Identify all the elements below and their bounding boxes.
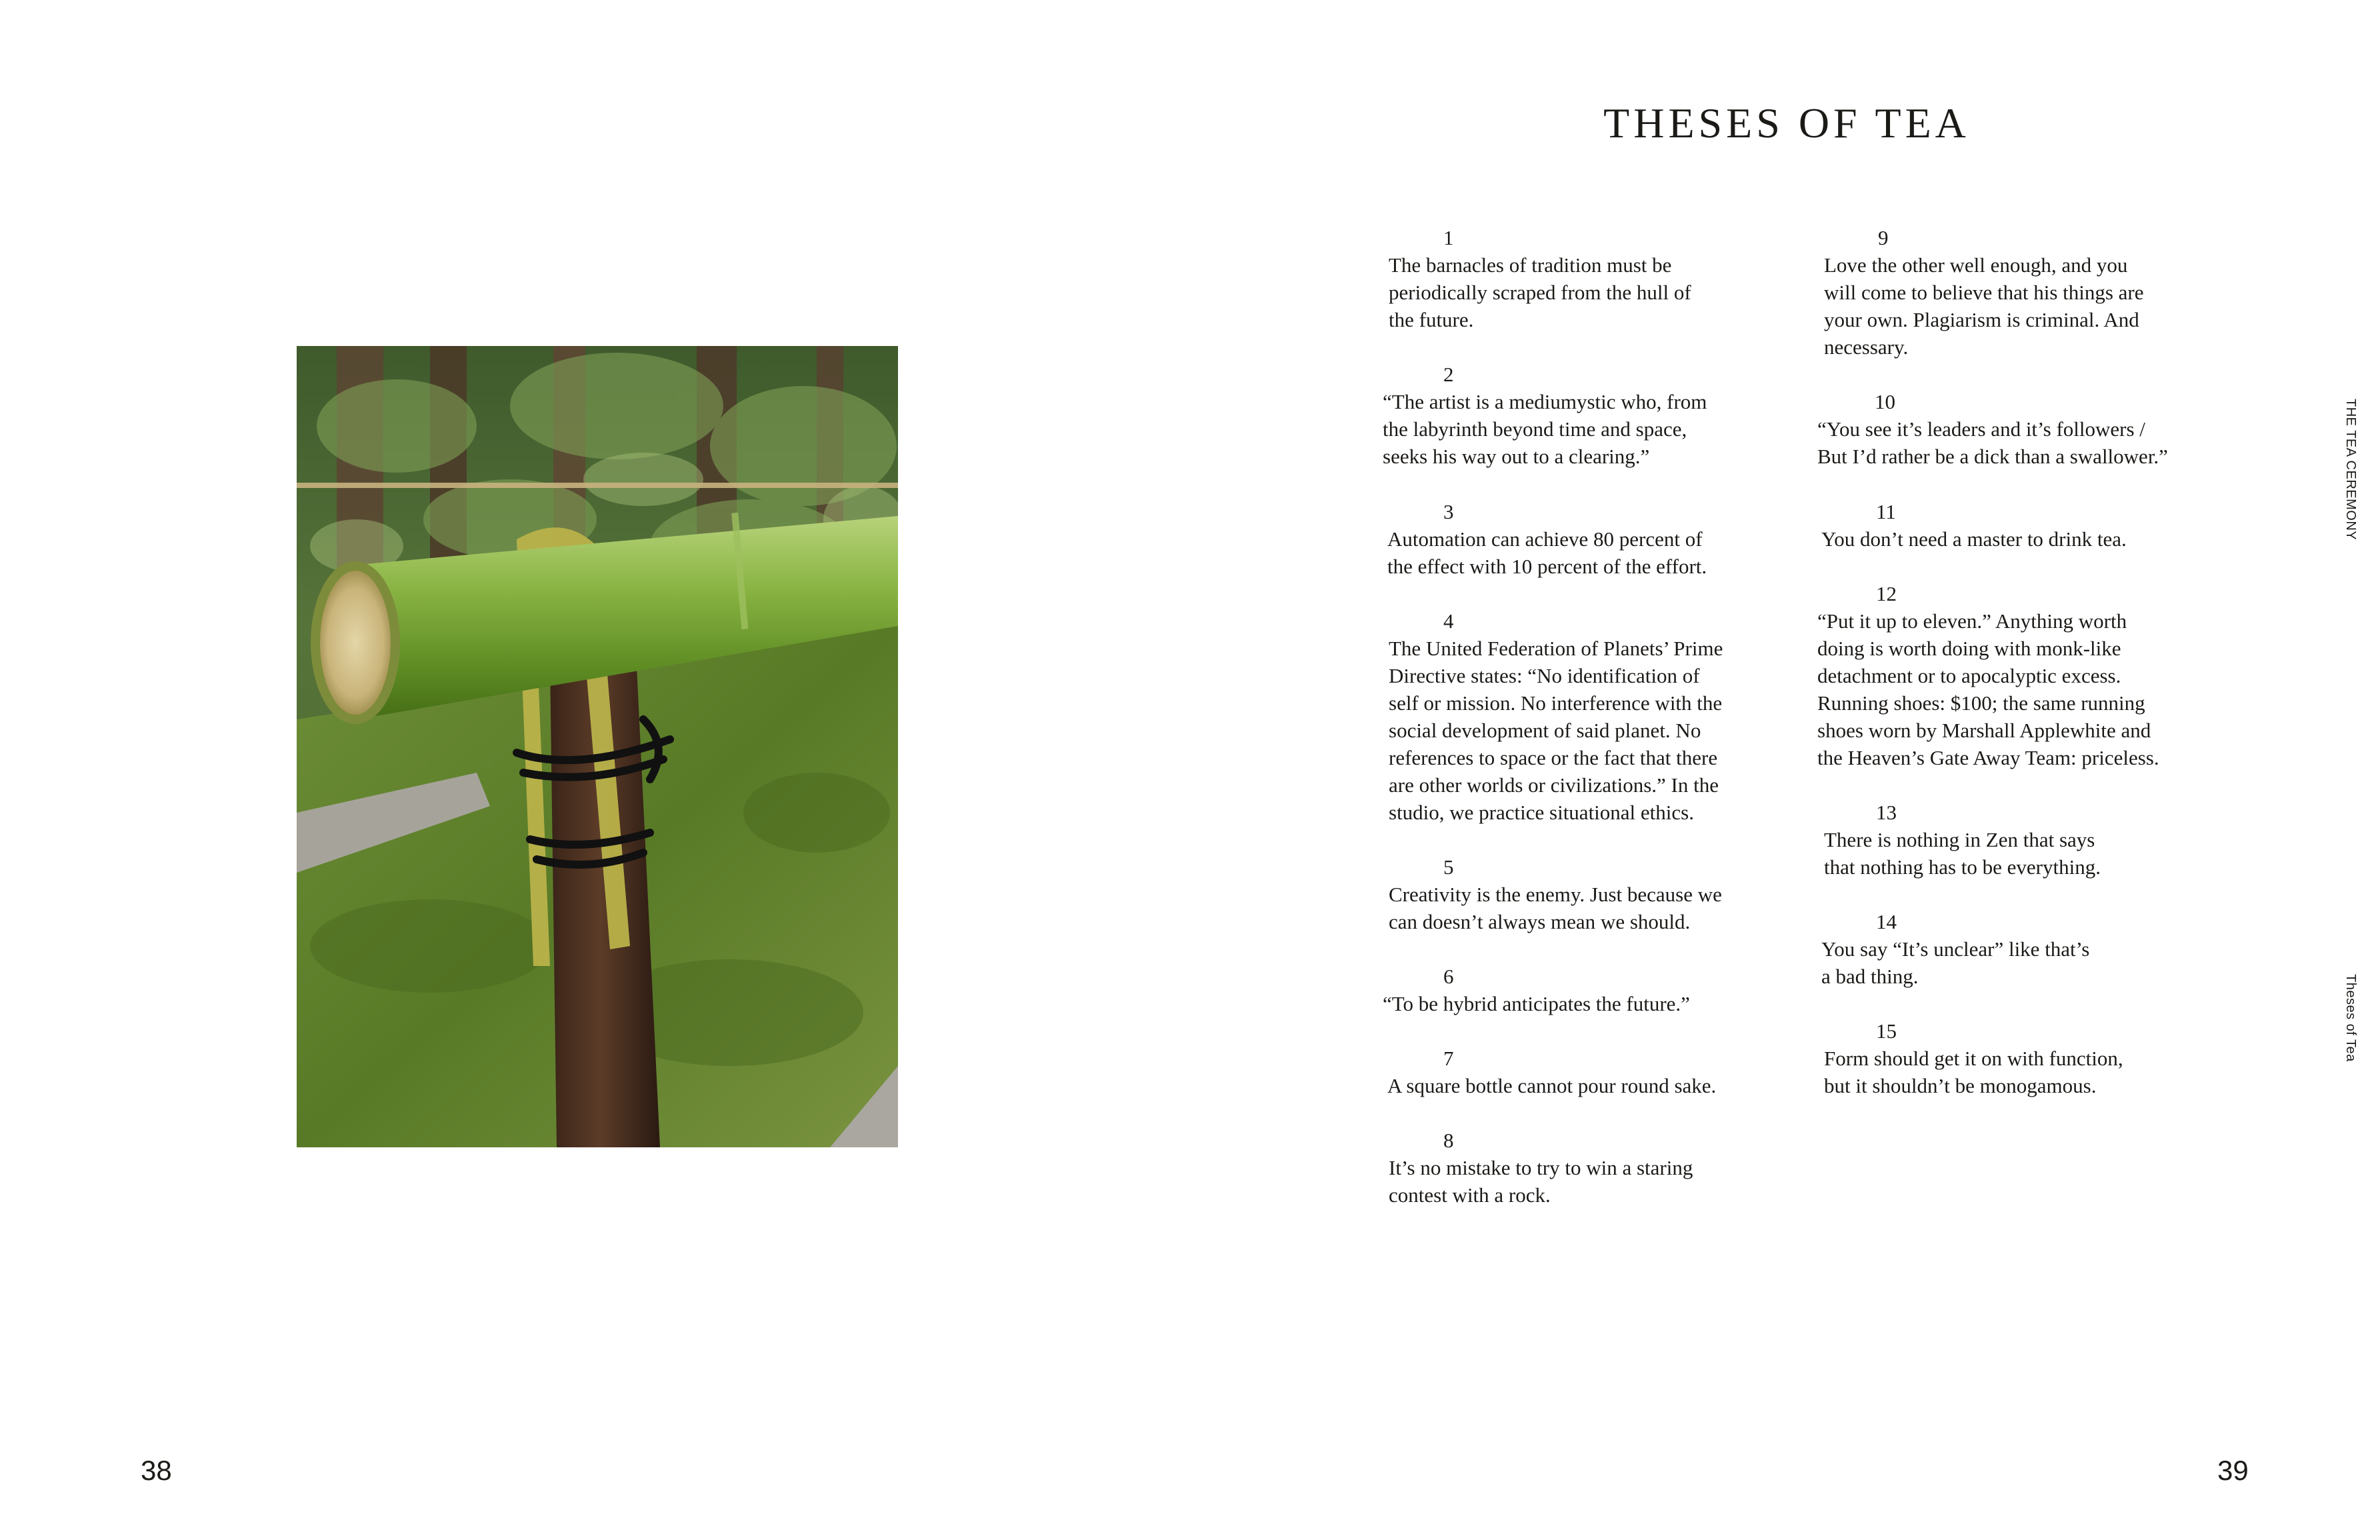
thesis-number: 6 bbox=[1443, 965, 1454, 988]
thesis-text: A square bottle cannot pour round sake. bbox=[1387, 1074, 1717, 1097]
page-number-right: 39 bbox=[2217, 1455, 2249, 1486]
thesis-6 bbox=[1383, 963, 1690, 1017]
thesis-number: 13 bbox=[1876, 801, 1897, 824]
thesis-number: 8 bbox=[1443, 1129, 1454, 1152]
thesis-text: There is nothing in Zen that says that nothing has to be everything. bbox=[1824, 828, 2101, 879]
thesis-text: It’s no mistake to try to win a staring contest with a rock. bbox=[1389, 1156, 1693, 1207]
bamboo-photo bbox=[297, 346, 898, 1147]
thesis-text: “The artist is a mediumystic who, from the labyrinth beyond time and space, seeks his way out to a clearing.” bbox=[1383, 390, 1707, 468]
thesis-number: 7 bbox=[1443, 1047, 1454, 1070]
thesis-text: You say “It’s unclear” like that’s a bad thing. bbox=[1821, 937, 2090, 988]
thesis-10 bbox=[1817, 388, 2168, 470]
thesis-3 bbox=[1387, 498, 1707, 580]
thesis-7 bbox=[1387, 1045, 1716, 1099]
thesis-text: Creativity is the enemy. Just because we can doesn’t always mean we should. bbox=[1389, 883, 1722, 933]
thesis-text: “You see it’s leaders and it’s followers / But I’d rather be a dick than a swallower.” bbox=[1817, 417, 2168, 468]
thesis-text: The United Federation of Planets’ Prime Directive states: “No identification of self or mission. No interference with the social development of said planet. No references to space or the fact that there are other worlds or civilizations.” In the studio, we practice situational ethics. bbox=[1389, 637, 1723, 824]
thesis-14 bbox=[1821, 908, 2089, 990]
thesis-5 bbox=[1389, 853, 1722, 935]
thesis-text: “Put it up to eleven.” Anything worth doing is worth doing with monk-like detachment or to apocalyptic excess. Running shoes: $100; the same running shoes worn by Marshall Applewhite and the Heaven’s Gate Away Team: priceless. bbox=[1817, 609, 2159, 769]
thesis-9 bbox=[1824, 224, 2144, 361]
thesis-2 bbox=[1383, 361, 1707, 470]
thesis-number: 3 bbox=[1443, 500, 1454, 523]
thesis-number: 5 bbox=[1443, 855, 1454, 879]
thesis-number: 12 bbox=[1876, 582, 1897, 605]
thesis-number: 10 bbox=[1875, 390, 1895, 413]
thesis-text: “To be hybrid anticipates the future.” bbox=[1383, 992, 1690, 1015]
thesis-text: Form should get it on with function, but it shouldn’t be monogamous. bbox=[1824, 1047, 2123, 1097]
thesis-number: 11 bbox=[1876, 500, 1896, 523]
thesis-1 bbox=[1389, 224, 1691, 333]
thesis-4 bbox=[1389, 607, 1723, 826]
thesis-text: You don’t need a master to drink tea. bbox=[1821, 527, 2127, 551]
thesis-15 bbox=[1824, 1017, 2123, 1099]
thesis-number: 4 bbox=[1443, 609, 1454, 633]
thesis-text: The barnacles of tradition must be periodically scraped from the hull of the future. bbox=[1389, 253, 1691, 331]
thesis-8 bbox=[1389, 1127, 1693, 1209]
thesis-12 bbox=[1817, 580, 2159, 771]
thesis-11 bbox=[1821, 498, 2127, 553]
thesis-number: 2 bbox=[1443, 363, 1454, 386]
thesis-number: 9 bbox=[1878, 226, 1889, 249]
page-number-left: 38 bbox=[141, 1455, 172, 1486]
thesis-number: 15 bbox=[1876, 1019, 1897, 1043]
running-head-section: THE TEA CEREMONY bbox=[2343, 399, 2358, 541]
bamboo-photo-illustration bbox=[297, 346, 898, 1147]
page-title: THESES OF TEA bbox=[1603, 99, 1970, 147]
thesis-number: 1 bbox=[1443, 226, 1454, 249]
thesis-13 bbox=[1824, 799, 2101, 881]
thesis-text: Automation can achieve 80 percent of the effect with 10 percent of the effort. bbox=[1387, 527, 1707, 578]
thesis-number: 14 bbox=[1876, 910, 1897, 933]
thesis-text: Love the other well enough, and you will come to believe that his things are your own. Plagiarism is criminal. And necessary. bbox=[1824, 253, 2144, 359]
running-head-chapter: Theses of Tea bbox=[2343, 974, 2358, 1062]
